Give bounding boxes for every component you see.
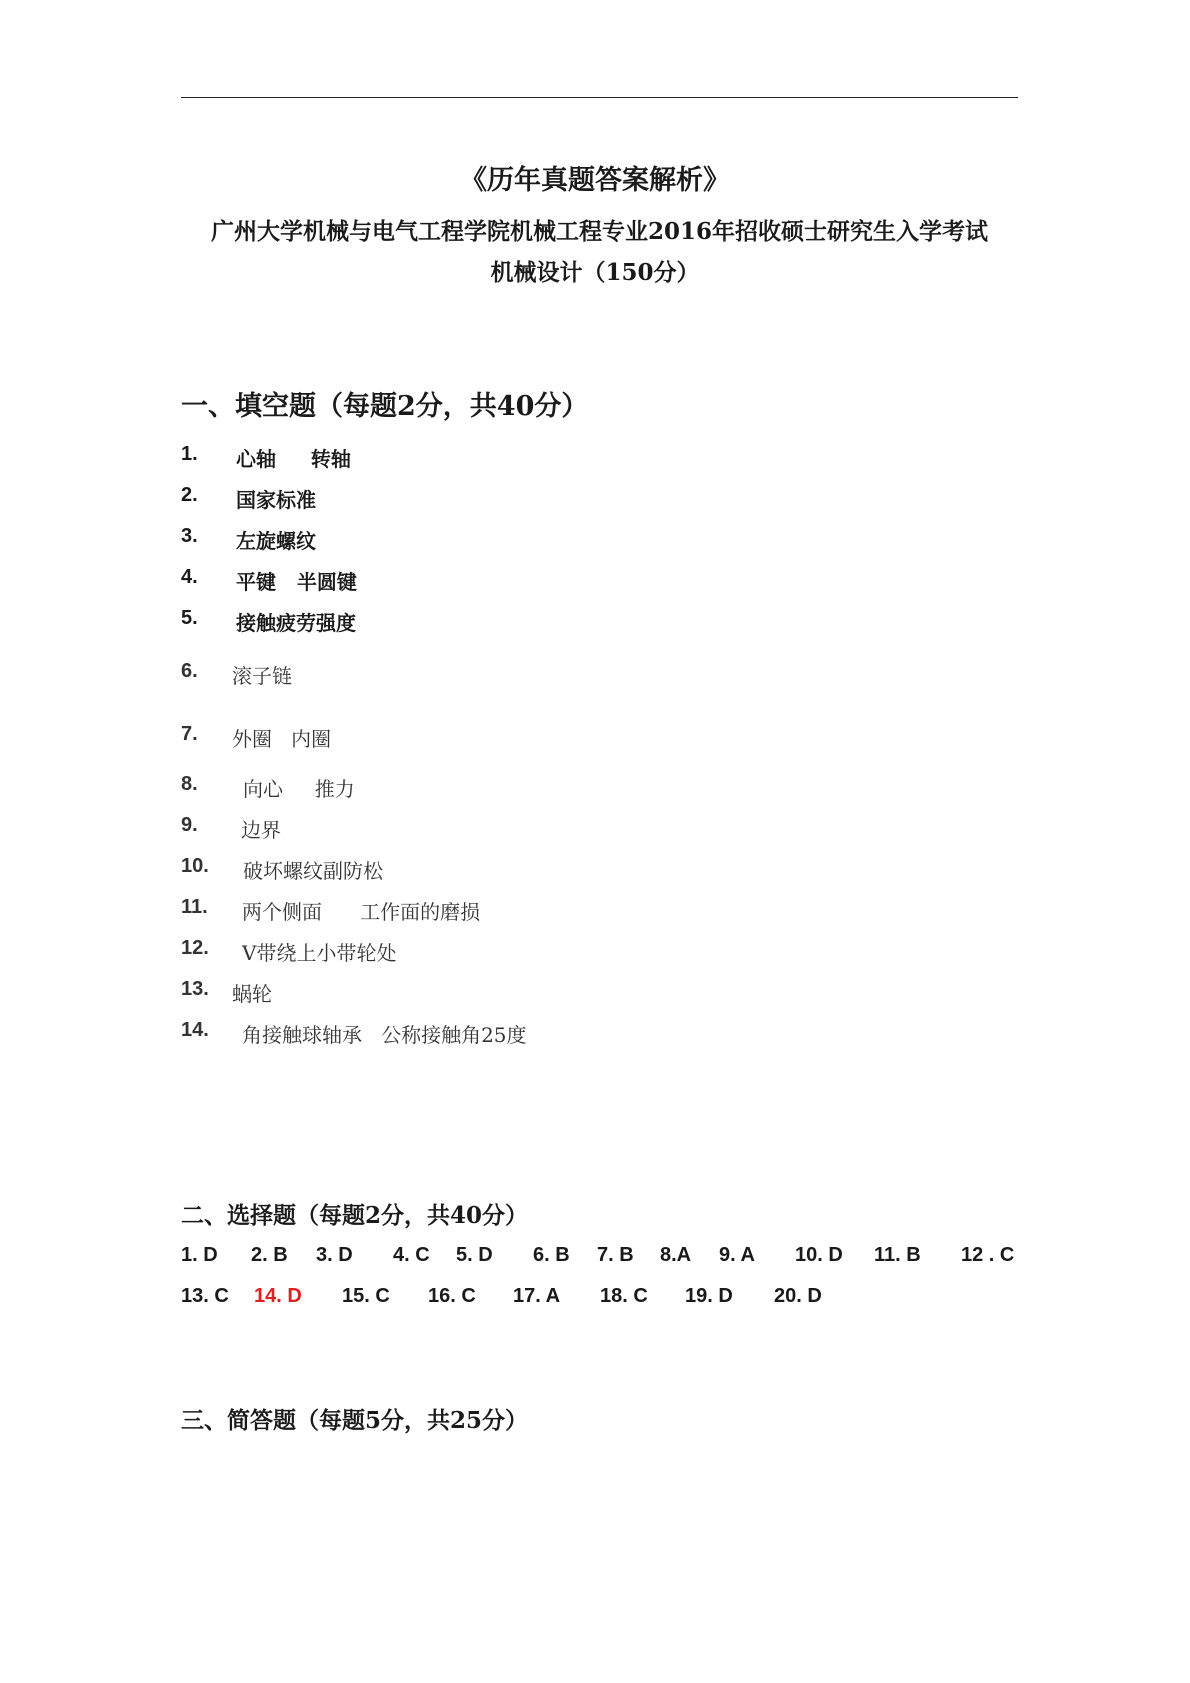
choice-answer: 5. D [456,1244,493,1266]
choice-answer: 15. C [342,1285,390,1307]
section-short-answer-heading: 三、简答题（每题5分，共25分） [181,1407,529,1434]
item-number: 13. [181,978,209,1000]
item-number: 12. [181,937,209,959]
choice-answer: 12 . C [961,1244,1015,1266]
item-answer: 接触疲劳强度 [236,611,356,635]
item-number: 10. [181,855,209,877]
item-answer: 左旋螺纹 [236,529,316,553]
item-number: 11. [181,896,208,918]
header-rule [181,97,1018,98]
item-answer: 边界 [241,818,281,842]
section-choice-heading: 二、选择题（每题2分，共40分） [181,1202,529,1229]
item-answer: 角接触球轴承 公称接触角25度 [242,1023,527,1047]
choice-answer: 19. D [685,1285,733,1307]
choice-answer: 8.A [660,1244,692,1266]
course-title: 机械设计（150分） [490,259,700,286]
choice-answer: 6. B [533,1244,570,1266]
item-answer: 外圈 内圈 [232,727,332,751]
item-number: 14. [181,1019,209,1041]
choice-answer: 1. D [181,1244,218,1266]
choice-answer: 2. B [251,1244,288,1266]
item-number: 1. [181,443,198,465]
choice-answer-highlighted: 14. D [254,1285,302,1307]
item-number: 3. [181,525,198,547]
choice-answer: 3. D [316,1244,353,1266]
section-fill-in-heading: 一、填空题（每题2分，共40分） [181,391,589,422]
item-number: 8. [181,773,198,795]
choice-answer: 18. C [600,1285,648,1307]
item-number: 4. [181,566,198,588]
item-answer: 蜗轮 [232,982,272,1006]
item-answer: 心轴 转轴 [236,447,351,471]
item-number: 5. [181,607,198,629]
choice-answer: 10. D [795,1244,843,1266]
choice-answer: 11. B [874,1244,921,1266]
document-title: 《历年真题答案解析》 [460,165,730,196]
item-answer: 平键 半圆键 [236,570,357,594]
choice-answer: 17. A [513,1285,561,1307]
item-number: 7. [181,723,198,745]
item-answer: 向心 推力 [243,777,355,801]
item-answer: 滚子链 [232,664,292,688]
item-number: 9. [181,814,198,836]
choice-answer: 7. B [597,1244,634,1266]
item-answer: 国家标准 [236,488,316,512]
item-answer: 两个侧面 工作面的磨损 [242,900,481,924]
item-answer: V带绕上小带轮处 [242,941,397,965]
item-number: 2. [181,484,198,506]
choice-answer: 16. C [428,1285,476,1307]
choice-answer: 13. C [181,1285,229,1307]
choice-answer: 20. D [774,1285,822,1307]
choice-answer: 9. A [719,1244,755,1266]
exam-subtitle: 广州大学机械与电气工程学院机械工程专业2016年招收硕士研究生入学考试 [210,218,988,245]
item-answer: 破坏螺纹副防松 [243,859,383,883]
choice-answer: 4. C [393,1244,430,1266]
item-number: 6. [181,660,198,682]
